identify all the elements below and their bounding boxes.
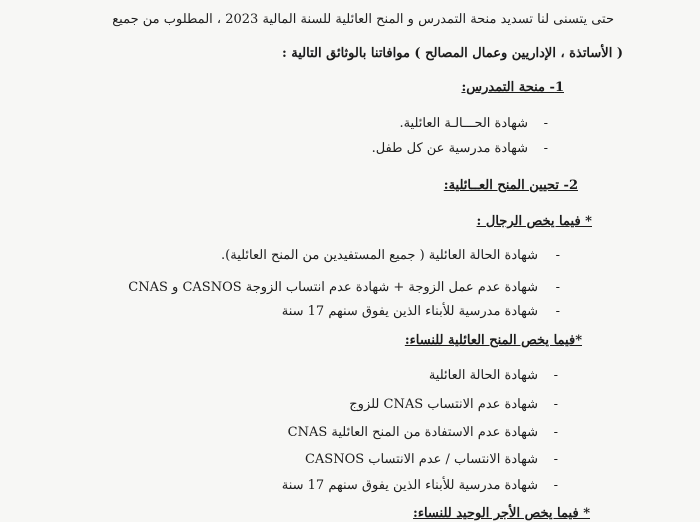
bullet: -	[553, 425, 558, 440]
bullet: -	[553, 452, 558, 467]
men-item-3: شهادة مدرسية للأبناء الذين يفوق سنهم 17 سنة	[281, 304, 538, 319]
section1-item-1: شهادة الحـــالـة العائلية.	[399, 116, 528, 131]
intro-line-1: حتى يتسنى لنا تسديد منحة التمدرس و المنح العائلية للسنة المالية 2023 ، المطلوب من جميع	[112, 12, 614, 27]
bullet: -	[555, 280, 560, 295]
men-item-1: شهادة الحالة العائلية ( جميع المستفيدين من المنح العائلية).	[221, 248, 538, 263]
section1-item-2: شهادة مدرسية عن كل طفل.	[371, 141, 528, 156]
section2-heading: 2- تحيين المنح العــائلية:	[443, 178, 578, 193]
men-heading: * فيما يخص الرجال :	[476, 214, 592, 229]
section1-heading: 1- منحة التمدرس:	[461, 80, 564, 95]
women-heading: *فيما يخص المنح العائلية للنساء:	[404, 333, 582, 348]
bullet: -	[555, 304, 560, 319]
bullet: -	[553, 478, 558, 493]
bullet: -	[555, 248, 560, 263]
women-item-4: شهادة الانتساب / عدم الانتساب CASNOS	[304, 452, 538, 467]
bullet: -	[553, 397, 558, 412]
women-item-5: شهادة مدرسية للأبناء الذين يفوق سنهم 17 سنة	[281, 478, 538, 493]
bullet: -	[543, 141, 548, 156]
women-item-2: شهادة عدم الانتساب CNAS للزوج	[349, 397, 538, 412]
women-item-1: شهادة الحالة العائلية	[428, 368, 538, 383]
next-heading: * فيما يخص الأجر الوحيد للنساء:	[413, 506, 590, 521]
women-item-3: شهادة عدم الاستفادة من المنح العائلية CNAS	[287, 425, 538, 440]
men-item-2: شهادة عدم عمل الزوجة + شهادة عدم انتساب الزوجة CASNOS و CNAS	[128, 280, 538, 295]
bullet: -	[543, 116, 548, 131]
bullet: -	[553, 368, 558, 383]
intro-line-2: ( الأساتذة ، الإداريين وعمال المصالح ) موافاتنا بالوثائق التالية :	[281, 46, 623, 61]
